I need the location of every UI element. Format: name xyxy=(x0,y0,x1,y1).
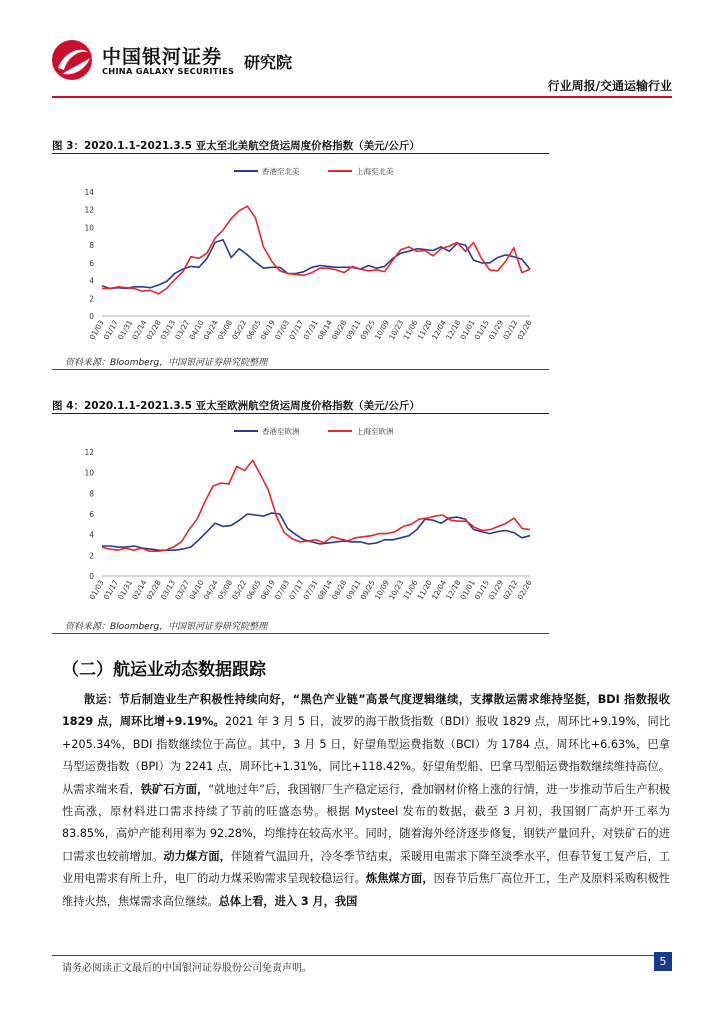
figure-4-caption: 图 4：2020.1.1-2021.3.5 亚太至欧洲航空货运周度价格指数（美元/公斤） xyxy=(52,400,420,412)
series-line xyxy=(102,206,530,294)
x-tick-label: 12/18 xyxy=(444,318,463,342)
galaxy-logo-icon xyxy=(50,38,94,82)
x-tick-label: 11/06 xyxy=(401,578,420,602)
x-tick-label: 03/27 xyxy=(173,578,192,602)
x-tick-label: 01/03 xyxy=(87,318,106,342)
para-bold: 炼焦煤方面， xyxy=(366,872,434,886)
y-tick-label: 4 xyxy=(89,276,94,286)
x-tick-label: 10/09 xyxy=(372,578,392,602)
footer-divider xyxy=(52,955,672,956)
x-tick-label: 01/17 xyxy=(101,578,120,602)
x-tick-label: 10/09 xyxy=(372,318,392,342)
y-tick-label: 10 xyxy=(84,223,94,233)
x-tick-label: 04/24 xyxy=(201,578,220,602)
x-tick-label: 10/23 xyxy=(387,318,406,342)
para-bold: 散运：节后制造业生产积极性持续向好，“黑色产业链”高景气度逻辑继续，支撑散运需求维持坚挺，BDI 指数报收 1829 点，周环比增+9.19%。 xyxy=(62,693,670,729)
x-tick-label: 07/03 xyxy=(272,318,292,342)
series-line xyxy=(102,240,530,289)
series-line xyxy=(102,513,530,550)
y-tick-label: 6 xyxy=(89,258,94,268)
x-tick-label: 12/18 xyxy=(444,578,463,602)
section-paragraph xyxy=(62,689,670,913)
figure-4-source-rule xyxy=(52,633,549,634)
para-bold: 铁矿石方面， xyxy=(140,782,209,796)
y-tick-label: 0 xyxy=(89,312,94,321)
y-tick-label: 2 xyxy=(89,551,94,561)
x-tick-label: 05/08 xyxy=(215,578,235,602)
x-tick-label: 07/31 xyxy=(301,318,320,342)
x-tick-label: 08/14 xyxy=(315,578,334,602)
x-tick-label: 12/04 xyxy=(429,578,449,602)
y-tick-label: 8 xyxy=(89,241,94,251)
figure-3-chart xyxy=(52,158,549,358)
x-tick-label: 07/31 xyxy=(301,578,320,602)
y-tick-label: 6 xyxy=(89,510,94,519)
y-tick-label: 8 xyxy=(89,489,94,499)
figure-4-source: 资料来源：Bloomberg，中国银河证券研究院整理 xyxy=(65,622,268,632)
y-tick-label: 14 xyxy=(84,188,94,197)
para-bold: 总体上看，进入 3 月，我国 xyxy=(218,894,358,908)
x-tick-label: 12/04 xyxy=(429,318,449,342)
x-tick-label: 03/27 xyxy=(173,318,192,342)
x-tick-label: 01/01 xyxy=(458,318,477,342)
x-tick-label: 05/22 xyxy=(230,578,249,602)
x-tick-label: 09/11 xyxy=(344,318,363,342)
figure-3-source: 资料来源：Bloomberg，中国银河证券研究院整理 xyxy=(65,358,268,368)
x-tick-label: 11/20 xyxy=(415,318,434,342)
section-title: （二）航运业动态数据跟踪 xyxy=(62,660,266,680)
para-text: 因春节后焦厂高位开工，生产及原料采购积极性维持火热，焦煤需求高位继续。 xyxy=(62,872,670,908)
y-tick-label: 12 xyxy=(84,205,94,215)
x-tick-label: 02/28 xyxy=(144,318,163,342)
x-tick-label: 01/15 xyxy=(472,578,491,602)
x-tick-label: 01/03 xyxy=(87,578,106,602)
x-tick-label: 01/29 xyxy=(486,318,506,342)
page-number: 5 xyxy=(654,952,672,971)
x-tick-label: 02/26 xyxy=(515,578,534,602)
para-text: “就地过年”后，我国钢厂生产稳定运行，叠加钢材价格上涨的行情，进一步推动节后生产积极性高涨，原材料进口需求持续了节前的旺盛态势。根据 Mysteel 发布的数据，截至 3 月初，我国钢厂高炉开工率为 83.85%，高炉产能利用率为 92.28%，均维持在较高水平。同时，随着海外经济逐步修复，钢铁产量回升，对铁矿石的进口需求也较前增加。 xyxy=(62,782,670,863)
x-tick-label: 09/11 xyxy=(344,578,363,602)
x-tick-label: 09/25 xyxy=(358,578,377,602)
x-tick-label: 01/17 xyxy=(101,318,120,342)
x-tick-label: 08/28 xyxy=(329,578,349,602)
x-tick-label: 08/14 xyxy=(315,318,334,342)
x-tick-label: 07/17 xyxy=(287,318,306,342)
x-tick-label: 02/12 xyxy=(501,318,520,342)
x-tick-label: 04/10 xyxy=(187,578,206,602)
header-divider xyxy=(52,96,672,98)
figure-4-rule xyxy=(52,413,549,414)
figure-4-chart xyxy=(52,418,549,618)
x-tick-label: 06/19 xyxy=(258,318,277,342)
x-tick-label: 06/19 xyxy=(258,578,277,602)
footer-disclaimer: 请务必阅读正文最后的中国银河证券股份公司免责声明。 xyxy=(62,963,312,974)
x-tick-label: 03/13 xyxy=(158,318,178,342)
x-tick-label: 02/28 xyxy=(144,578,163,602)
x-tick-label: 02/14 xyxy=(130,318,149,342)
x-tick-label: 02/12 xyxy=(501,578,520,602)
para-bold: 动力煤方面， xyxy=(163,849,231,863)
x-tick-label: 08/28 xyxy=(329,318,349,342)
para-text: 2021 年 3 月 5 日，波罗的海干散货指数（BDI）报收 1829 点，周环比+9.19%，同比+205.34%，BDI 指数继续位于高位。其中，3 月 5 日，好望角型运费指数（BCI）为 1784 点，周环比+6.63%，巴拿马型运费指数（BPI）为 2241 点，周环比+1.31%，同比+118.42%。好望角型船、巴拿马型船运费指数继续维持高位。从需求端来看， xyxy=(62,715,671,796)
x-tick-label: 01/31 xyxy=(115,318,135,342)
legend-label: 香港至北美 xyxy=(262,167,300,176)
legend-label: 上海至欧洲 xyxy=(356,427,394,436)
series-line xyxy=(102,460,530,551)
x-tick-label: 04/24 xyxy=(201,318,220,342)
x-tick-label: 05/08 xyxy=(215,318,235,342)
para-text: 伴随着气温回升，冷冬季节结束，采暖用电需求下降至淡季水平，但春节复工复产后，工业用电需求有所上升，电厂的动力煤采购需求呈现较稳运行。 xyxy=(62,849,670,886)
x-tick-label: 07/17 xyxy=(287,578,306,602)
y-tick-label: 4 xyxy=(89,530,94,540)
x-tick-label: 07/03 xyxy=(272,578,292,602)
y-tick-label: 2 xyxy=(89,294,94,304)
logo-title: 中国银河证券 xyxy=(102,46,223,68)
x-tick-label: 02/14 xyxy=(130,578,149,602)
x-tick-label: 05/22 xyxy=(230,318,249,342)
x-tick-label: 06/05 xyxy=(244,318,263,342)
figure-3-source-rule xyxy=(52,369,549,370)
x-tick-label: 03/13 xyxy=(158,578,178,602)
x-tick-label: 06/05 xyxy=(244,578,263,602)
x-tick-label: 04/10 xyxy=(187,318,206,342)
legend-label: 香港至欧洲 xyxy=(262,427,300,436)
x-tick-label: 09/25 xyxy=(358,318,377,342)
figure-3-caption: 图 3：2020.1.1-2021.3.5 亚太至北美航空货运周度价格指数（美元/公斤） xyxy=(52,140,420,152)
x-tick-label: 02/26 xyxy=(515,318,534,342)
logo-suffix: 研究院 xyxy=(244,53,293,72)
legend-label: 上海至北美 xyxy=(356,167,394,176)
x-tick-label: 11/20 xyxy=(415,578,434,602)
y-tick-label: 10 xyxy=(84,468,94,478)
x-tick-label: 01/15 xyxy=(472,318,491,342)
x-tick-label: 11/06 xyxy=(401,318,420,342)
x-tick-label: 01/01 xyxy=(458,578,477,602)
x-tick-label: 01/31 xyxy=(115,578,135,602)
y-tick-label: 0 xyxy=(89,572,94,581)
x-tick-label: 01/29 xyxy=(486,578,506,602)
x-tick-label: 10/23 xyxy=(387,578,406,602)
figure-3-rule xyxy=(52,153,549,154)
report-category: 行业周报/交通运输行业 xyxy=(547,79,672,93)
logo-english: CHINA GALAXY SECURITIES xyxy=(102,66,235,76)
y-tick-label: 12 xyxy=(84,448,94,457)
